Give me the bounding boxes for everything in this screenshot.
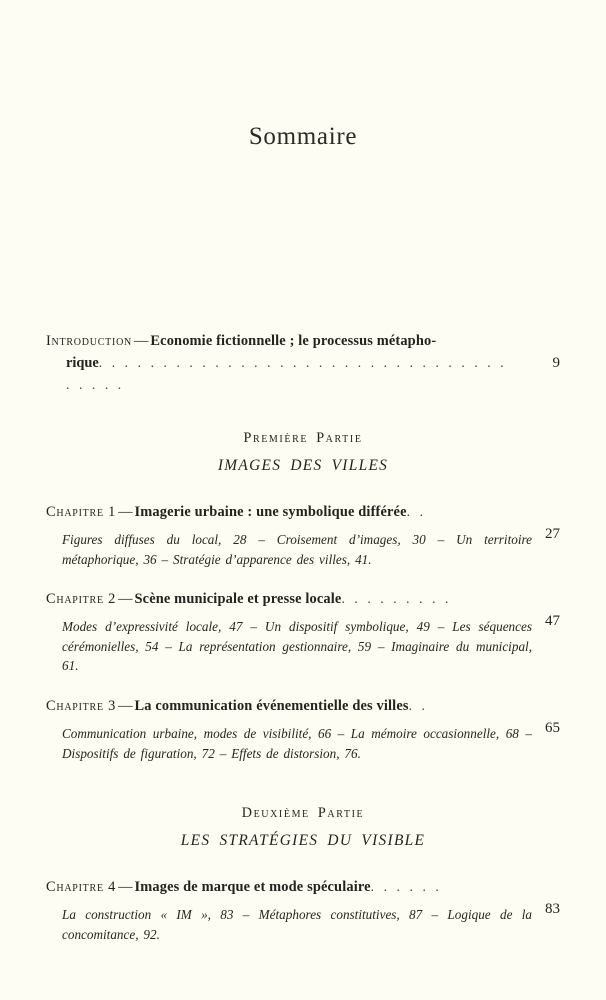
chapter-3-dot-leader: . . xyxy=(408,697,429,713)
chapter-3-summary: Communication urbaine, modes de visibilité, 66 – La mémoire occasionnelle, 68 – Dispositifs de figuration, 72 – Effets de distorsion, 76. xyxy=(62,725,532,761)
chapter-1-label: Chapitre 1 xyxy=(46,504,117,520)
introduction-dot-leader: . . . . . . . . . . . . . . . . . . . . . . . . . . . . . . . . . . . . . xyxy=(66,355,507,392)
introduction-page-number: 9 xyxy=(552,355,560,371)
chapter-3-title: La communication événementielle des villes xyxy=(134,697,409,714)
introduction-line-1 xyxy=(46,330,512,352)
chapter-1-dash: — xyxy=(118,504,133,520)
chapter-4-page-number: 83 xyxy=(545,901,560,918)
chapter-4-summary: La construction « IM », 83 – Métaphores constitutives, 87 – Logique de la concomitance, 92. xyxy=(62,907,532,942)
chapter-2-line xyxy=(46,588,512,610)
chapter-2-dot-leader: . . . . . . . . . xyxy=(341,591,452,607)
introduction-line-2 xyxy=(46,352,512,396)
spacer xyxy=(46,569,560,588)
table-of-contents xyxy=(46,330,560,944)
chapter-1-title: Imagerie urbaine : une symbolique différée xyxy=(134,504,407,520)
introduction-title-line-1: Economie fictionnelle ; le processus métapho- xyxy=(150,333,437,349)
chapter-3-line xyxy=(46,695,512,717)
chapter-2-page-number: 47 xyxy=(545,613,560,630)
chapter-3-label: Chapitre 3 xyxy=(46,697,117,714)
spacer xyxy=(46,676,560,695)
part-heading-2 xyxy=(46,805,560,850)
chapter-4-label: Chapitre 4 xyxy=(46,879,117,896)
chapter-1-page-number: 27 xyxy=(545,526,560,542)
toc-entry-chapter-3[interactable] xyxy=(46,695,560,736)
toc-entry-chapter-2[interactable] xyxy=(46,588,560,630)
spacer xyxy=(46,763,560,805)
part-1-name: IMAGES DES VILLES xyxy=(217,457,389,474)
chapter-2-summary: Modes d’expressivité locale, 47 – Un dispositif symbolique, 49 – Les séquences cérémonielles, 54 – La représentation gestionnaire, 59 – Imaginaire du municipal, 61. xyxy=(62,619,532,674)
toc-entry-chapter-1[interactable] xyxy=(46,501,560,542)
part-2-label: Deuxième Partie xyxy=(241,805,365,822)
part-1-label: Première Partie xyxy=(243,430,363,446)
chapter-4-line xyxy=(46,876,512,898)
chapter-4-dash: — xyxy=(118,879,133,896)
chapter-3-dash: — xyxy=(118,697,133,714)
chapter-4-title: Images de marque et mode spéculaire xyxy=(134,879,371,896)
part-heading-1 xyxy=(46,430,560,475)
chapter-1-line xyxy=(46,501,512,523)
chapter-1-summary: Figures diffuses du local, 28 – Croisement d’images, 30 – Un territoire métaphorique, 36 – Stratégie d’apparence des villes, 41. xyxy=(62,532,532,567)
chapter-2-dash: — xyxy=(118,591,133,608)
chapter-4-dot-leader: . . . . . . xyxy=(370,879,442,895)
chapter-2-label: Chapitre 2 xyxy=(46,591,117,608)
chapter-1-dot-leader: . . xyxy=(406,504,427,519)
spacer xyxy=(46,396,560,430)
chapter-3-page-number: 65 xyxy=(545,719,560,736)
toc-entry-introduction[interactable] xyxy=(46,330,560,396)
toc-entry-chapter-4[interactable] xyxy=(46,876,560,918)
chapter-2-title: Scène municipale et presse locale xyxy=(134,591,342,608)
spacer xyxy=(46,475,560,501)
introduction-title-line-2: rique xyxy=(66,355,99,371)
spacer xyxy=(46,850,560,876)
part-2-name: LES STRATÉGIES DU VISIBLE xyxy=(180,832,426,850)
introduction-dash: — xyxy=(134,333,149,349)
page-title: Sommaire xyxy=(248,122,358,150)
introduction-label: Introduction xyxy=(46,333,133,349)
